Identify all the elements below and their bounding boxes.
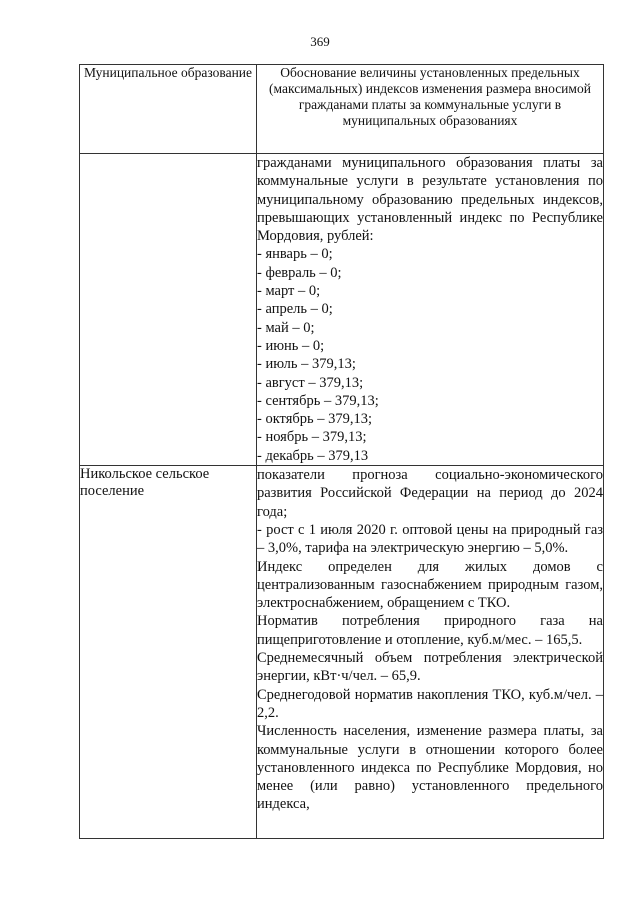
month-item: - май – 0; (257, 319, 315, 336)
justification-table (79, 64, 604, 839)
justification-cell (257, 154, 604, 466)
justification-paragraph: Норматив потребления природного газа на пищеприготовление и отопление, куб.м/мес. – 165,5. (257, 613, 603, 648)
month-item: - июль – 379,13; (257, 356, 356, 373)
justification-paragraph: Численность населения, изменение размера платы, за коммунальные услуги в отношении которого более установленного индекса по Республике Мордовия, но менее (или равно) установленного предельного индекса, (257, 723, 603, 813)
month-item: - ноябрь – 379,13; (257, 429, 367, 446)
justification-paragraph: Среднегодовой норматив накопления ТКО, куб.м/чел. – 2,2. (257, 686, 603, 721)
month-item: - февраль – 0; (257, 264, 342, 281)
month-item: - сентябрь – 379,13; (257, 392, 379, 409)
header-justification: Обоснование величины установленных предельных (максимальных) индексов изменения размера вносимой гражданами платы за коммунальные услуги в муниципальных образованиях (257, 65, 604, 154)
justification-paragraph: Среднемесячный объем потребления электрической энергии, кВт·ч/чел. – 65,9. (257, 650, 603, 685)
page-number: 369 (310, 34, 330, 49)
month-item: - октябрь – 379,13; (257, 411, 373, 428)
month-item: - январь – 0; (257, 246, 333, 263)
month-item: - апрель – 0; (257, 301, 333, 318)
justification-paragraph: - рост с 1 июля 2020 г. оптовой цены на природный газ – 3,0%, тарифа на электрическую энергию – 5,0%. (257, 521, 603, 557)
justification-intro: гражданами муниципального образования платы за коммунальные услуги в результате установления по муниципальному образованию предельных индексов, превышающих установленный индекс по Республике Мордовия, рублей: (257, 155, 603, 245)
month-item: - декабрь – 379,13 (257, 447, 369, 464)
month-item: - март – 0; (257, 283, 321, 300)
month-item: - июнь – 0; (257, 337, 325, 354)
municipality-cell (80, 154, 257, 466)
monthly-amounts-list (257, 245, 603, 465)
table-header-row (80, 65, 604, 154)
justification-cell (257, 466, 604, 839)
table-row (80, 154, 604, 466)
justification-paragraph: Индекс определен для жилых домов с централизованным газоснабжением природным газом, электроснабжением, обращением с ТКО. (257, 558, 603, 612)
table-row (80, 466, 604, 839)
municipality-cell: Никольское сельское поселение (80, 466, 257, 839)
justification-paragraph: показатели прогноза социально-экономического развития Российской Федерации на период до 2024 года; (257, 467, 603, 520)
header-municipality: Муниципальное образование (80, 65, 257, 154)
month-item: - август – 379,13; (257, 374, 364, 391)
